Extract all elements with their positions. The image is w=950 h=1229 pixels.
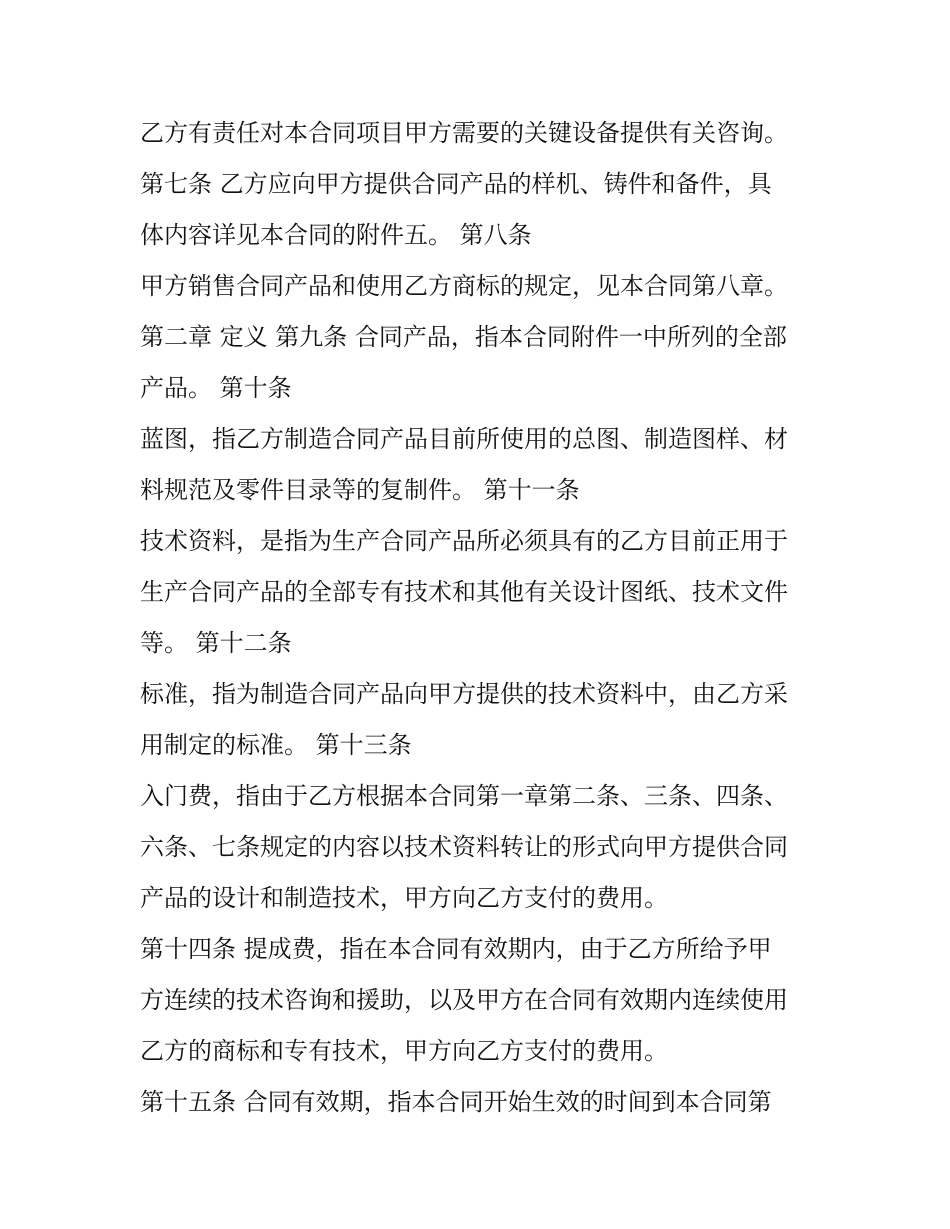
text-line: 产品的设计和制造技术，甲方向乙方支付的费用。 bbox=[140, 884, 668, 912]
text-line: 第二章 定义 第九条 合同产品，指本合同附件一中所列的全部 bbox=[140, 323, 787, 351]
text-line: 六条、七条规定的内容以技术资料转让的形式向甲方提供合同 bbox=[140, 833, 788, 861]
text-line: 等。 第十二条 bbox=[140, 629, 292, 657]
text-line: 甲方销售合同产品和使用乙方商标的规定，见本合同第八章。 bbox=[140, 272, 788, 300]
text-line: 乙方的商标和专有技术，甲方向乙方支付的费用。 bbox=[140, 1037, 668, 1065]
text-line: 第十四条 提成费，指在本合同有效期内，由于乙方所给予甲 bbox=[140, 935, 772, 963]
text-line: 技术资料，是指为生产合同产品所必须具有的乙方目前正用于 bbox=[140, 527, 788, 555]
text-line: 体内容详见本合同的附件五。 第八条 bbox=[140, 221, 532, 249]
text-line: 第七条 乙方应向甲方提供合同产品的样机、铸件和备件，具 bbox=[140, 170, 772, 198]
text-line: 料规范及零件目录等的复制件。 第十一条 bbox=[140, 476, 580, 504]
text-line: 方连续的技术咨询和援助，以及甲方在合同有效期内连续使用 bbox=[140, 986, 788, 1014]
text-line: 第十五条 合同有效期，指本合同开始生效的时间到本合同第 bbox=[140, 1088, 772, 1116]
text-line: 入门费，指由于乙方根据本合同第一章第二条、三条、四条、 bbox=[140, 782, 788, 810]
text-line: 产品。 第十条 bbox=[140, 374, 292, 402]
text-line: 生产合同产品的全部专有技术和其他有关设计图纸、技术文件 bbox=[140, 578, 788, 606]
text-line: 乙方有责任对本合同项目甲方需要的关键设备提供有关咨询。 bbox=[140, 119, 788, 147]
text-line: 蓝图，指乙方制造合同产品目前所使用的总图、制造图样、材 bbox=[140, 425, 788, 453]
text-line: 用制定的标准。 第十三条 bbox=[140, 731, 412, 759]
document-body bbox=[140, 108, 820, 1128]
text-line: 标准，指为制造合同产品向甲方提供的技术资料中，由乙方采 bbox=[140, 680, 788, 708]
